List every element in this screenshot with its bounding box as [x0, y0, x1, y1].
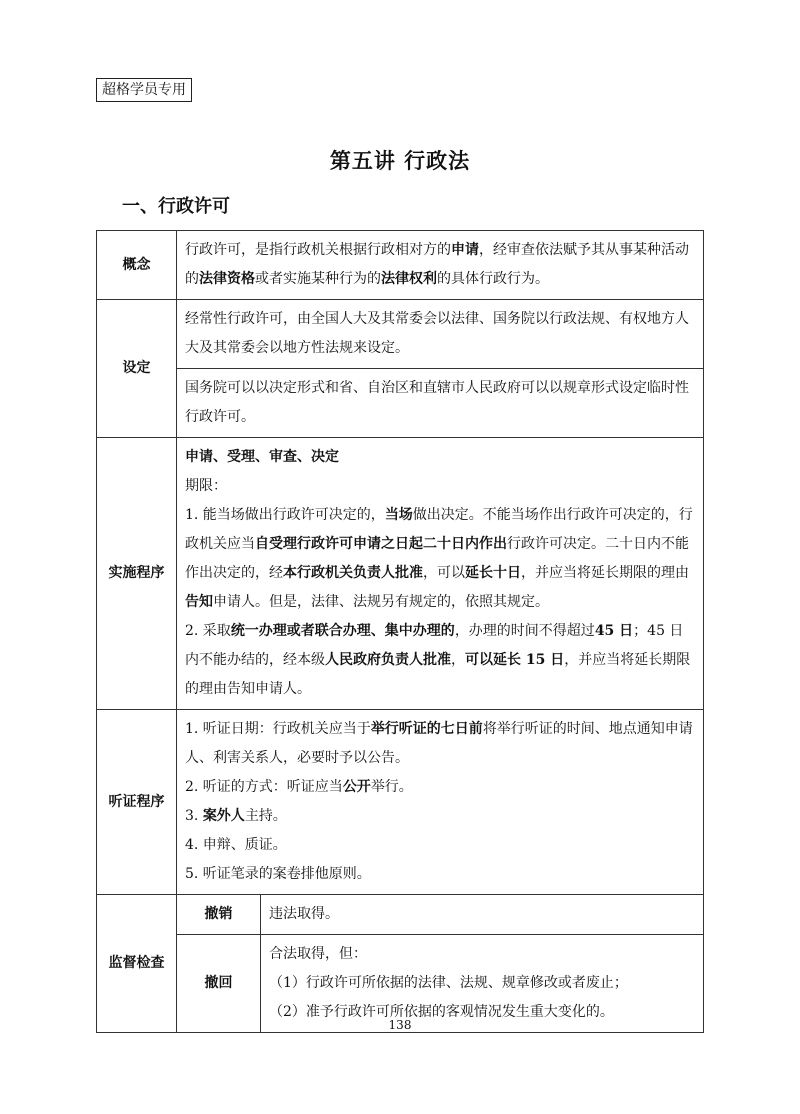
procedure-bold-text: 延长十日 [465, 565, 521, 581]
procedure-text: ，可以 [423, 565, 465, 581]
procedure-text: ；45 日内不能办结的，经本级 [185, 623, 684, 668]
header-tag: 超格学员专用 [96, 78, 192, 102]
table-row-setting-1 [97, 300, 704, 369]
row-label-concept: 概念 [97, 231, 177, 300]
table-row-concept [97, 231, 704, 300]
hearing-text: 主持。 [244, 808, 287, 824]
hearing-item-1 [185, 715, 695, 773]
withdraw-line-3: （2）准予行政许可所依据的客观情况发生重大变化的。 [269, 1004, 614, 1020]
hearing-text: 将举行听证的时间、地点通知申请人、利害关系人，必要时予以公告。 [185, 721, 693, 766]
procedure-bold-text: 告知 [185, 594, 213, 610]
concept-text: 或者实施某种行为的 [255, 271, 381, 287]
table-row-supervision-revoke [97, 895, 704, 935]
procedure-heading: 申请、受理、审查、决定 [185, 449, 339, 465]
hearing-bold-text: 公开 [342, 779, 371, 795]
revoke-text: 违法取得。 [261, 895, 704, 935]
row-label-setting: 设定 [97, 300, 177, 438]
concept-bold-text: 申请 [451, 242, 479, 258]
concept-bold-text: 法律权利 [381, 271, 437, 287]
procedure-bold-text: 自受理行政许可申请之日起二十日内作出 [255, 536, 507, 552]
setting-paragraph-2: 国务院可以以决定形式和省、自治区和直辖市人民政府可以以规章形式设定临时性行政许可。 [177, 369, 704, 438]
row-label-supervision: 监督检查 [97, 895, 177, 1033]
procedure-bold-text: 可以延长 15 日 [465, 652, 565, 668]
procedure-bold-text: 45 日 [594, 623, 634, 639]
hearing-item-3 [185, 802, 695, 831]
administrative-license-table [96, 230, 704, 1033]
hearing-text: 3. [185, 808, 203, 824]
sub-label-withdraw: 撤回 [177, 935, 261, 1033]
page-title: 第五讲 行政法 [329, 148, 471, 173]
table-row-procedure [97, 438, 704, 710]
row-label-hearing: 听证程序 [97, 710, 177, 895]
concept-text: 行政许可，是指行政机关根据行政相对方的 [185, 242, 451, 258]
withdraw-line-1: 合法取得，但： [269, 946, 367, 962]
setting-paragraph-1: 经常性行政许可，由全国人大及其常委会以法律、国务院以行政法规、有权地方人大及其常委会以地方性法规来设定。 [177, 300, 704, 369]
procedure-item-2 [185, 617, 695, 704]
hearing-item-2 [185, 773, 695, 802]
procedure-bold-text: 本行政机关负责人批准 [283, 565, 423, 581]
hearing-bold-text: 举行听证的七日前 [370, 721, 483, 737]
procedure-text: ，并应当将延长期限的理由告知申请人。 [185, 652, 691, 697]
hearing-text: 1. 听证日期：行政机关应当于 [185, 721, 371, 737]
hearing-item-4: 4. 申辩、质证。 [185, 837, 287, 853]
concept-bold-text: 法律资格 [199, 271, 255, 287]
procedure-bold-text: 人民政府负责人批准 [325, 652, 451, 668]
hearing-bold-text: 案外人 [202, 808, 245, 824]
procedure-text: 做出决定。不能当场作出行政许可决定的，行政机关应当 [185, 507, 693, 552]
table-row-hearing [97, 710, 704, 895]
procedure-text: ，办理的时间不得超过 [454, 623, 595, 639]
procedure-text: ， [451, 652, 465, 668]
procedure-bold-text: 当场 [384, 507, 413, 523]
procedure-text: 行政许可决定。二十日内不能作出决定的，经 [185, 536, 689, 581]
concept-text: ，经审查依法赋予其从事某种活动的 [185, 242, 689, 287]
procedure-bold-text: 统一办理或者联合办理、集中办理的 [230, 623, 455, 639]
table-row-setting-2 [97, 369, 704, 438]
withdraw-line-2: （1）行政许可所依据的法律、法规、规章修改或者废止； [269, 975, 628, 991]
procedure-period: 期限： [185, 478, 227, 494]
hearing-item-5: 5. 听证笔录的案卷排他原则。 [185, 866, 371, 882]
concept-cell [177, 231, 704, 300]
procedure-text: 2. 采取 [185, 623, 231, 639]
hearing-text: 举行。 [370, 779, 413, 795]
procedure-cell [177, 438, 704, 710]
section-heading: 一、行政许可 [122, 196, 230, 217]
hearing-cell [177, 710, 704, 895]
hearing-text: 2. 听证的方式：听证应当 [185, 779, 343, 795]
procedure-text: 申请人。但是，法律、法规另有规定的，依照其规定。 [213, 594, 549, 610]
procedure-item-1 [185, 501, 695, 617]
row-label-procedure: 实施程序 [97, 438, 177, 710]
concept-text: 的具体行政行为。 [437, 271, 549, 287]
procedure-text: 1. 能当场做出行政许可决定的， [185, 507, 385, 523]
sub-label-revoke: 撤销 [177, 895, 261, 935]
procedure-text: ，并应当将延长期限的理由 [521, 565, 689, 581]
page-number: 138 [388, 1018, 412, 1032]
